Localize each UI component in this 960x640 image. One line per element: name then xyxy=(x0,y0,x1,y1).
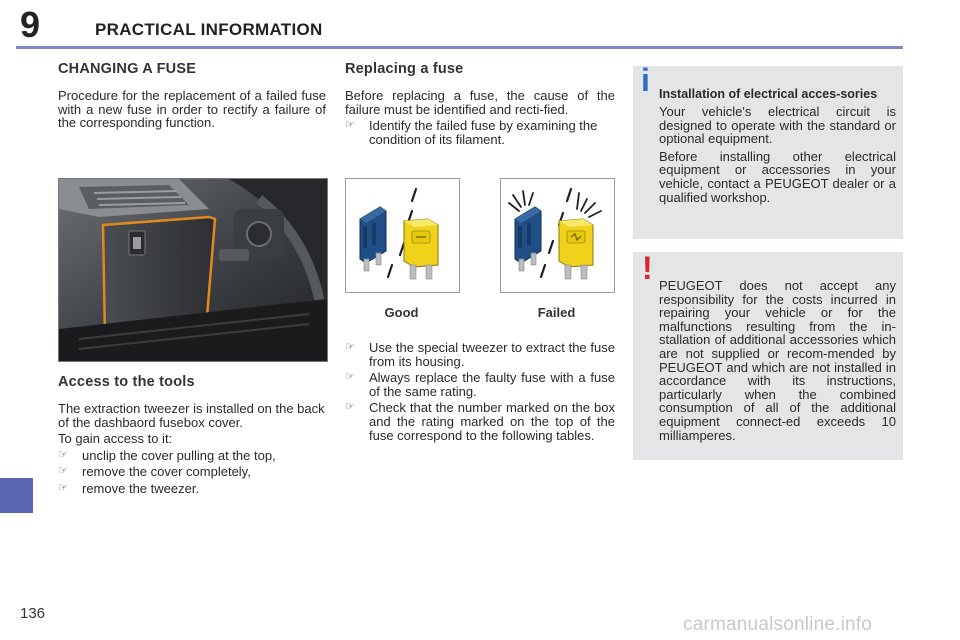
replacing-step xyxy=(345,341,615,368)
section-title-changing-fuse: CHANGING A FUSE xyxy=(58,61,197,77)
warning-icon: ! xyxy=(642,250,653,286)
info-box-para-1: Your vehicle's electrical circuit is designed to operate with the standard or optional equipment. xyxy=(659,104,896,147)
info-box-content xyxy=(659,88,896,204)
failed-fuse-illustration xyxy=(501,179,614,292)
access-step xyxy=(58,482,326,496)
section-title-replacing-fuse: Replacing a fuse xyxy=(345,61,464,77)
pointing-hand-icon: ☞ xyxy=(345,401,355,414)
access-step-text: unclip the cover pulling at the top, xyxy=(82,447,276,463)
info-box-title: Installation of electrical acces-sories xyxy=(659,87,878,101)
access-section xyxy=(58,374,326,496)
info-box xyxy=(633,62,903,239)
access-step-text: remove the cover completely, xyxy=(82,464,251,480)
middle-column xyxy=(345,61,615,146)
caption-good: Good xyxy=(384,305,419,320)
fuse-image-failed xyxy=(500,178,615,293)
fuse-image-good xyxy=(345,178,460,293)
access-step xyxy=(58,449,326,463)
header-rule xyxy=(16,46,903,49)
identify-step-text: Identify the failed fuse by examining the condition of its filament. xyxy=(369,118,598,147)
section-title-access-tools: Access to the tools xyxy=(58,374,195,390)
access-text-1: The extraction tweezer is installed on the back of the dashbaord fusebox cover. xyxy=(58,401,325,430)
pointing-hand-icon: ☞ xyxy=(58,481,68,494)
chapter-number: 9 xyxy=(20,4,41,45)
left-column xyxy=(58,61,326,130)
identify-step xyxy=(345,119,615,146)
replacing-step-text: Use the special tweezer to extract the fuse from its housing. xyxy=(369,340,615,369)
pointing-hand-icon: ☞ xyxy=(345,341,355,353)
replacing-step xyxy=(345,371,615,398)
replacing-steps xyxy=(345,338,615,442)
watermark: carmanualsonline.info xyxy=(683,614,873,635)
page-number: 136 xyxy=(20,605,46,622)
access-step-text: remove the tweezer. xyxy=(82,480,200,496)
info-icon: i xyxy=(641,62,650,98)
good-fuse-illustration xyxy=(346,179,459,292)
warning-box xyxy=(633,252,903,460)
replacing-step-text: Check that the number marked on the box and the rating marked on the top of the fuse correspond to the following tables. xyxy=(369,400,615,443)
pointing-hand-icon: ☞ xyxy=(58,465,68,478)
replacing-step xyxy=(345,401,615,442)
replacing-step-text: Always replace the faulty fuse with a fuse of the same rating. xyxy=(369,370,615,399)
pointing-hand-icon: ☞ xyxy=(345,371,355,384)
intro-paragraph: Procedure for the replacement of a failed fuse with a new fuse in order to rectify a failure of the corresponding function. xyxy=(58,88,326,131)
dashboard-photo xyxy=(58,178,328,362)
warning-box-text: PEUGEOT does not accept any responsibility for the costs incurred in repairing your vehicle or for the malfunctions resulting from the in-stallation of additional accessories which are not supplied or recom-mended by PEUGEOT and which are not installed in accordance with its instructions, particularly when the combined consumption of all of the additional equipment connect-ed exceeds 10 milliamperes. xyxy=(659,278,896,443)
pointing-hand-icon: ☞ xyxy=(58,448,68,461)
caption-failed: Failed xyxy=(537,305,576,320)
chapter-side-tab xyxy=(0,478,33,513)
pointing-hand-icon: ☞ xyxy=(345,119,355,132)
access-step xyxy=(58,465,326,479)
replacing-intro: Before replacing a fuse, the cause of the failure must be identified and recti-fied. xyxy=(345,88,615,117)
info-box-para-2: Before installing other electrical equipment or accessories in your vehicle, contact a PEUGEOT dealer or a qualified workshop. xyxy=(659,148,896,205)
dashboard-illustration xyxy=(59,179,327,361)
spark-icon xyxy=(509,191,601,217)
access-text-2: To gain access to it: xyxy=(58,431,173,447)
chapter-title: PRACTICAL INFORMATION xyxy=(95,20,323,39)
